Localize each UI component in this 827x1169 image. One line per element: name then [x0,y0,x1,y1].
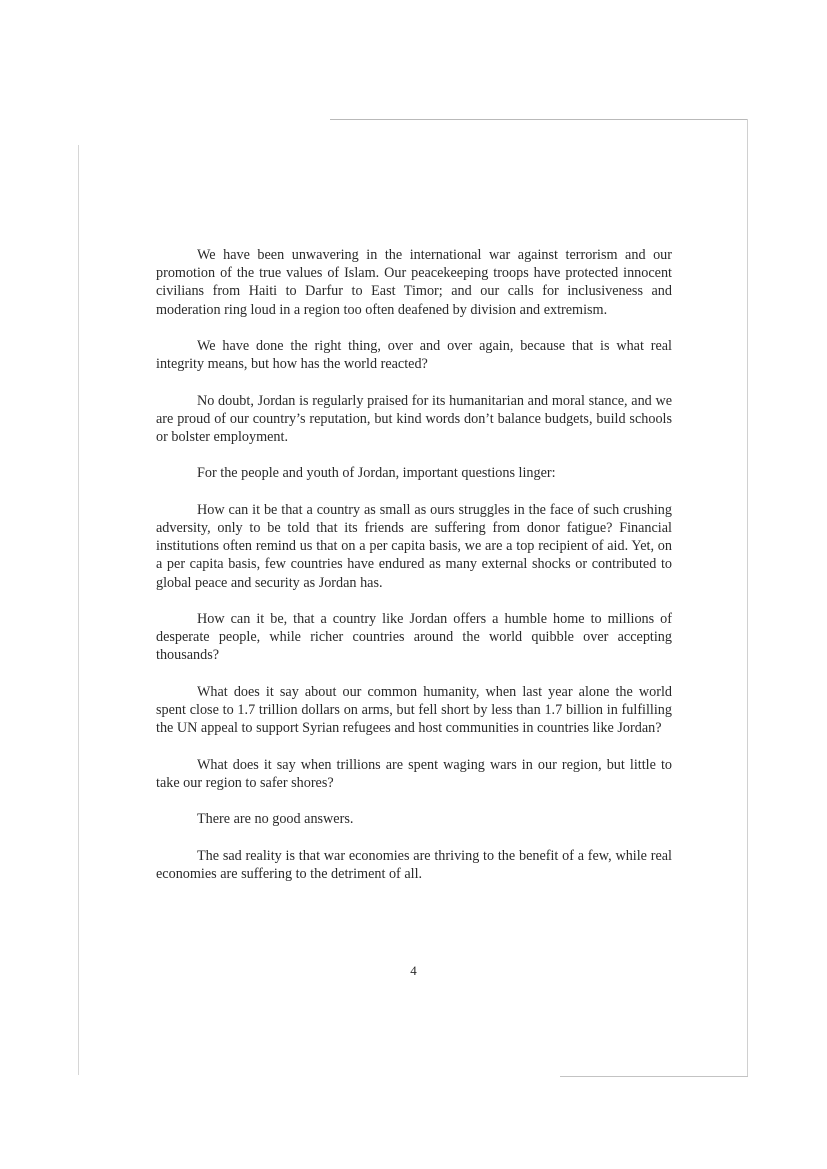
body-text [156,246,672,901]
scan-edge-right [747,119,748,1077]
scan-edge-left [78,145,79,1075]
paragraph: We have done the right thing, over and over again, because that is what real integrity means, but how has the world reacted? [156,338,672,373]
page-number: 4 [410,963,417,978]
paragraph: What does it say about our common humanity, when last year alone the world spent close to 1.7 trillion dollars on arms, but fell short by less than 1.7 billion in fulfilling the UN appeal to support Syrian refugees and host communities in countries like Jordan? [156,683,672,737]
paragraph: How can it be, that a country like Jordan offers a humble home to millions of desperate people, while richer countries around the world quibble over accepting thousands? [156,610,672,664]
paragraph: We have been unwavering in the international war against terrorism and our promotion of the true values of Islam. Our peacekeeping troops have protected innocent civilians from Haiti to Darfur to East Timor; and our calls for inclusiveness and moderation ring loud in a region too often deafened by division and extremism. [156,247,672,318]
scan-edge-top [330,119,748,120]
paragraph: There are no good answers. [197,811,354,828]
paragraph: How can it be that a country as small as ours struggles in the face of such crushing adversity, only to be told that its friends are suffering from donor fatigue? Financial institutions often remind us that on a per capita basis, we are a top recipient of aid. Yet, on a per capita basis, few countries have endured as many external shocks or contributed to global peace and security as Jordan has. [156,501,672,591]
paragraph: The sad reality is that war economies are thriving to the benefit of a few, while real economies are suffering to the detriment of all. [156,847,672,882]
paragraph: No doubt, Jordan is regularly praised for its humanitarian and moral stance, and we are proud of our country’s reputation, but kind words don’t balance budgets, build schools or bolster employment. [156,392,672,445]
paragraph: What does it say when trillions are spent waging wars in our region, but little to take our region to safer shores? [156,756,672,791]
scan-edge-bottom [560,1076,748,1077]
paragraph: For the people and youth of Jordan, important questions linger: [197,465,556,482]
